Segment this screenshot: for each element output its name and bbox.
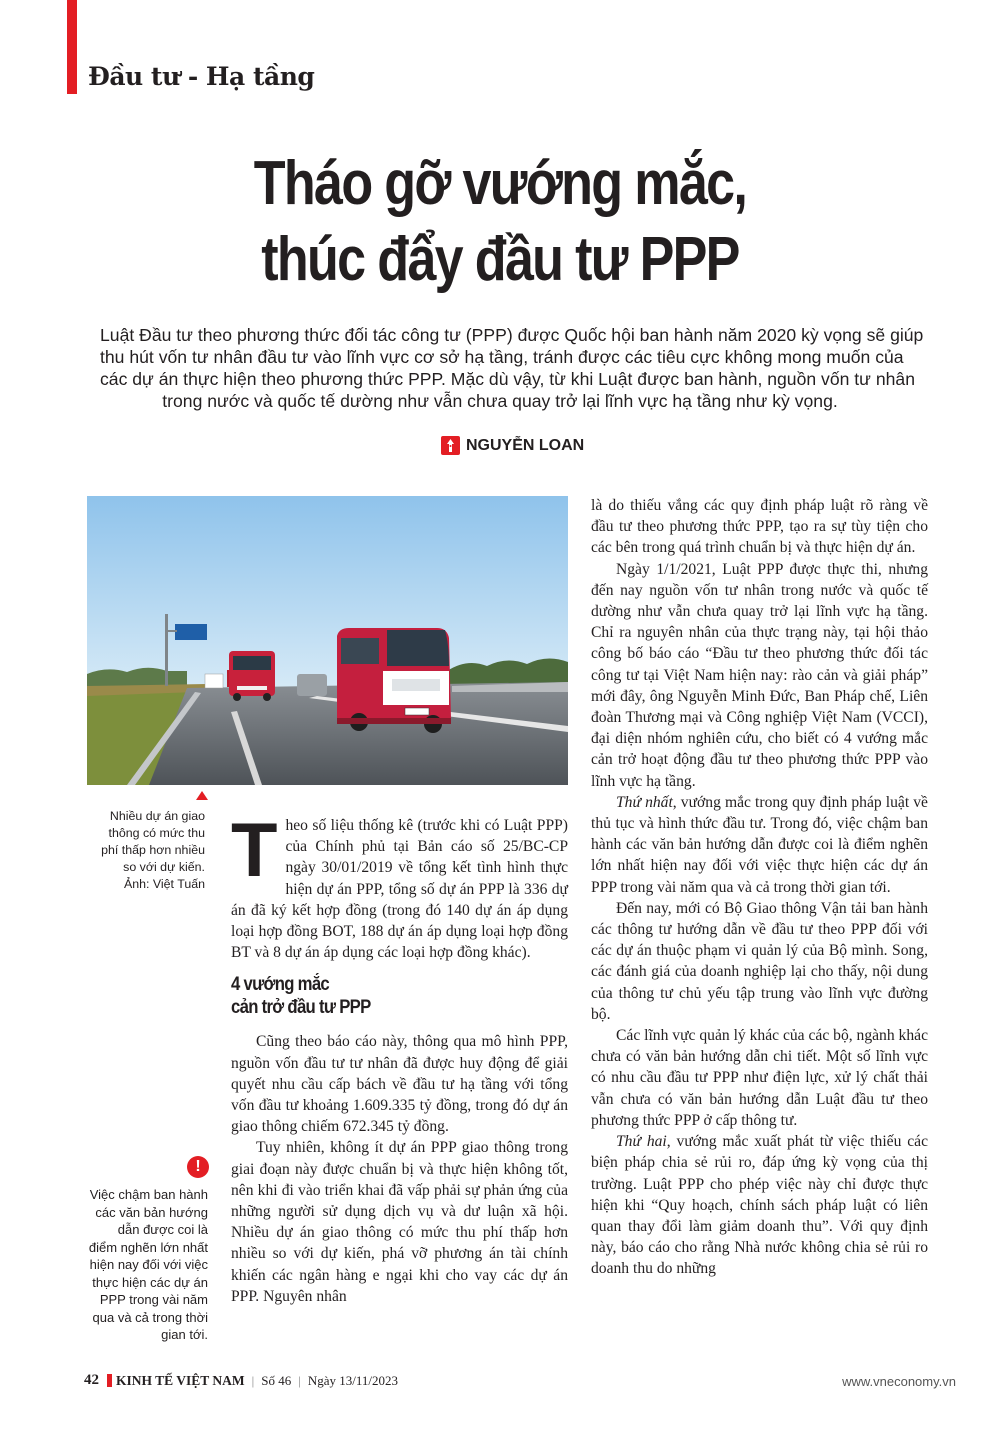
website-link[interactable]: www.vneconomy.vn [842, 1374, 956, 1389]
issue-number: Số 46 [261, 1372, 292, 1388]
intro-text: heo số liệu thống kê (trước khi có Luật PPP) của Chính phủ tại Bản cáo số 25/BC-CP ngày 30/01/2019 về tổng kết tình hình thực hiện dự án PPP, tổng số dự án PPP là 336 dự án đã ký kết hợp đồng (trong đó 140 dự án áp dụng loại hợp đồng BOT, 188 dự án áp dụng loại hợp đồng BT và 8 dự án áp dụng các loại hợp đồng khác). [231, 817, 568, 962]
pull-quote [80, 1186, 208, 1344]
section-accent-bar [67, 0, 77, 94]
pen-icon [441, 436, 460, 455]
photo-credit: Ảnh: Việt Tuấn [123, 877, 205, 891]
caption-line: phí thấp hơn nhiều [101, 843, 205, 857]
body-paragraph: Tuy nhiên, không ít dự án PPP giao thông trong giai đoạn này được chuẩn bị và thực hiện không tốt, nên khi đi vào triển khai đã vấp phải sự phản ứng của những người sử dụng dịch vụ và dư luận xã hội. Nhiều dự án giao thông có mức thu phí thấp hơn nhiều so với dự kiến, phá vỡ phương án tài chính khiến các ngân hàng e ngại khi cho vay các dự án PPP. Nguyên nhân [231, 1139, 568, 1305]
body-paragraph: là do thiếu vắng các quy định pháp luật rõ ràng về đầu tư theo phương thức PPP, tạo ra sự tùy tiện cho các bên trong quá trình chuẩn bị và thực hiện dự án. [591, 497, 928, 557]
pullquote-line: PPP trong vài năm [99, 1292, 208, 1307]
pullquote-line: thực hiện các dự án [92, 1274, 208, 1290]
paragraph-text: , vướng mắc trong quy định pháp luật về thủ tục và hình thức đầu tư. Trong đó, việc chậm ban hành các văn bản hướng dẫn được coi là điểm nghẽn lớn nhất hiện nay đối với việc thực hiện các dự án PPP trong vài năm qua và cả trong thời gian tới. [591, 793, 928, 896]
article-lead [100, 324, 924, 412]
photo-caption [87, 808, 205, 893]
page-number: 42 [84, 1372, 99, 1388]
pullquote-line: điểm nghẽn lớn nhất [88, 1239, 208, 1255]
paragraph-lead: Thứ nhất [616, 793, 673, 811]
subheading-line: cản trở đầu tư PPP [231, 997, 371, 1019]
author-name: NGUYỄN LOAN [466, 436, 585, 454]
pullquote-line: hiện nay đối với việc [89, 1257, 208, 1272]
paragraph-text: Các lĩnh vực quản lý khác của các bộ, ngành khác chưa có văn bản hướng dẫn chi tiết. Một số lĩnh vực có nhu cầu đầu tư PPP như điện lực, xử lý chất thải vẫn chưa có văn bản hướng dẫn Luật đầu tư theo phương thức PPP ở cấp thông tư. [591, 1027, 928, 1129]
alert-icon: ! [187, 1156, 209, 1178]
drop-cap: T [231, 808, 278, 893]
pullquote-line: Việc chậm ban hành [89, 1187, 208, 1202]
caption-pointer-icon [196, 791, 208, 800]
lead-line: trong nước và quốc tế dường như vẫn chưa quay trở lại lĩnh vực hạ tầng như kỳ vọng. [162, 391, 838, 411]
body-column-right [591, 495, 928, 1280]
body-paragraph [591, 1025, 928, 1131]
caption-line: thông có mức thu [108, 826, 205, 840]
lead-line: các dự án thực hiện theo phương thức PPP. Mặc dù vậy, từ khi Luật được ban hành, nguồn vốn tư nhân [100, 369, 915, 389]
pullquote-line: dẫn được coi là [117, 1222, 208, 1237]
title-line: thúc đẩy đầu tư PPP [261, 225, 739, 294]
magazine-name: KINH TẾ VIỆT NAM [116, 1372, 245, 1388]
body-paragraph: Cũng theo báo cáo này, thông qua mô hình PPP, nguồn vốn đầu tư tư nhân đã được huy động để giải quyết nhu cầu cấp bách về đầu tư hạ tầng với tổng vốn đầu tư khoảng 1.609.335 tỷ đồng, trong đó dự án giao thông chiếm 672.345 tỷ đồng. [231, 1033, 568, 1136]
body-paragraph [591, 792, 928, 898]
article-title [80, 146, 920, 298]
intro-paragraph [231, 808, 568, 963]
section-subheading [231, 973, 528, 1019]
lead-line: Luật Đầu tư theo phương thức đối tác công tư (PPP) được Quốc hội ban hành năm 2020 kỳ vọng sẽ giúp [100, 325, 924, 345]
paragraph-text: , vướng mắc xuất phát từ việc thiếu các biện pháp chia sẻ rủi ro, đáp ứng kỳ vọng của thị trường. Luật PPP cho phép việc này chỉ được thực hiện khi “Quy hoạch, chính sách pháp luật có liên quan thay đổi làm giảm doanh thu”. Với quy định này, báo cáo cho rằng Nhà nước không chia sẻ rủi ro doanh thu do những [591, 1133, 928, 1278]
issue-date: Ngày 13/11/2023 [307, 1372, 399, 1388]
caption-line: Nhiều dự án giao [109, 809, 205, 823]
lead-line: thu hút vốn tư nhân đầu tư vào lĩnh vực cơ sở hạ tầng, tránh được các tiêu cực không mong muốn của [100, 347, 904, 367]
caption-line: so với dự kiến. [123, 860, 205, 874]
paragraph-text: Ngày 1/1/2021, Luật PPP được thực thi, nhưng đến nay nguồn vốn tư nhân trong nước và quốc tế dường như vẫn chưa quay trở lại lĩnh vực hạ tầng. Chỉ ra nguyên nhân của thực trạng này, tại hội thảo công bố báo cáo “Đầu tư theo phương thức đối tác công tư tại Việt Nam hiện nay: rào cản và giải pháp” mới đây, ông Nguyễn Minh Đức, Ban Pháp chế, Liên đoàn Thương mại và Công nghiệp Việt Nam (VCCI), đại diện nhóm nghiên cứu, cho biết có 4 vướng mắc cản trở hoạt động đầu tư theo phương thức PPP vào lĩnh vực hạ tầng. [591, 560, 928, 790]
paragraph-text: Đến nay, mới có Bộ Giao thông Vận tải ban hành các thông tư hướng dẫn về đầu tư theo PPP đối với các dự án thuộc phạm vi quản lý của Bộ mình. Song, các đánh giá của doanh nghiệp lại cho thấy, nội dung của thông tư chủ yếu tập trung vào lĩnh vực đường bộ. [591, 899, 928, 1023]
pullquote-line: gian tới. [161, 1327, 208, 1342]
footer-accent-bar [107, 1374, 112, 1387]
body-paragraph [591, 898, 928, 1025]
pullquote-line: các văn bản hướng [95, 1204, 208, 1220]
body-column-middle [231, 808, 568, 1307]
footer-separator: | [298, 1372, 301, 1388]
body-paragraph [591, 1131, 928, 1279]
subheading-line: 4 vướng mắc [231, 974, 330, 996]
footer-separator: | [251, 1372, 255, 1388]
section-label: Đầu tư - Hạ tầng [88, 62, 315, 91]
page-footer [84, 1372, 398, 1389]
pullquote-line: qua và cả trong thời [92, 1309, 208, 1325]
byline [441, 436, 584, 455]
paragraph-lead: Thứ hai [616, 1133, 667, 1151]
article-photo [87, 496, 568, 785]
body-paragraph [591, 559, 928, 792]
title-line: Tháo gỡ vướng mắc, [253, 149, 747, 218]
